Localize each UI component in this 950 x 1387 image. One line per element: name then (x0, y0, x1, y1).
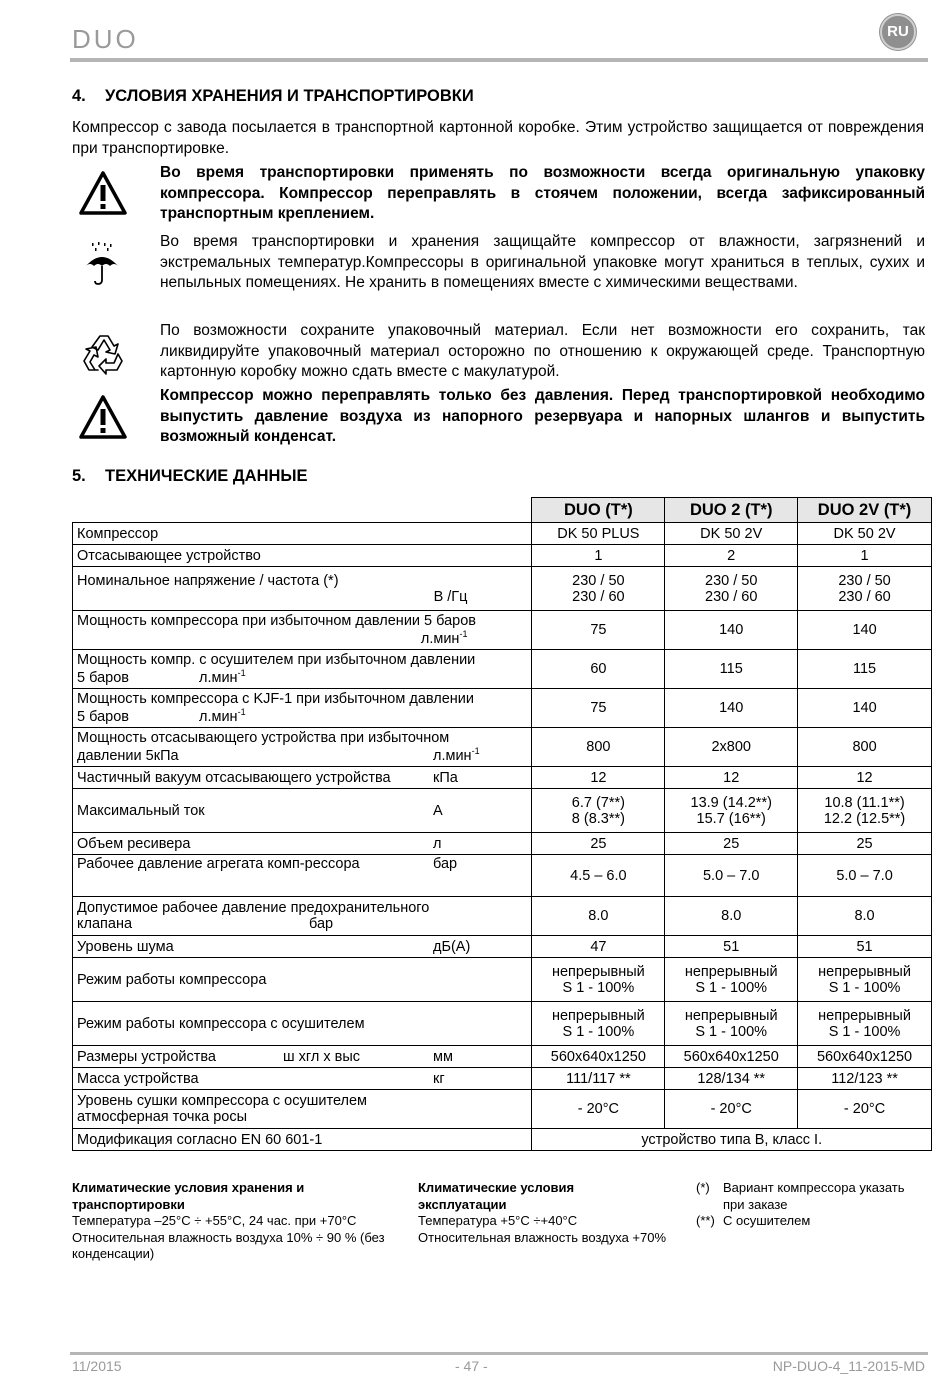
storage-conditions-note (72, 1180, 402, 1263)
cell: 4.5 – 6.0 (532, 855, 665, 897)
table-row (73, 1129, 932, 1151)
row-label-text: 5 баров л.мин$^{-1}$ (77, 707, 246, 725)
note-line: Температура +5°C ÷+40°C (418, 1213, 578, 1228)
table-row (73, 567, 932, 611)
column-header: DUO 2V (T*) (798, 498, 932, 523)
row-label-text: 5 баров л.мин$^{-1}$ (77, 668, 246, 686)
cell: 8.0 (665, 897, 798, 936)
table-row (73, 833, 932, 855)
table-row (73, 689, 932, 728)
cell: 5.0 – 7.0 (665, 855, 798, 897)
row-label-text: Уровень сушки компрессора с осушителем (77, 1093, 368, 1109)
table-row (73, 545, 932, 567)
note-line: Относительная влажность воздуха +70% (418, 1229, 667, 1245)
row-label-text: Мощность компр. с осушителем при избыточном давлении (77, 652, 476, 669)
row-label (73, 650, 532, 689)
table-row (73, 767, 932, 789)
cell: 140 (665, 611, 798, 650)
table-row (73, 611, 932, 650)
recycle-icon (80, 330, 128, 378)
cell: - 20°C (532, 1090, 665, 1129)
note-line: Температура –25°C ÷ +55°C, 24 час. при +70°C (72, 1213, 357, 1228)
cell: 25 (532, 833, 665, 855)
footnotes (696, 1180, 928, 1230)
footer-divider (70, 1352, 928, 1355)
cell: 51 (665, 936, 798, 958)
cell: устройство типа B, класс I. (532, 1129, 932, 1151)
page-number: - 47 - (455, 1358, 488, 1374)
cell: 115 (665, 650, 798, 689)
column-header: DUO (T*) (532, 498, 665, 523)
pressure-release-warning-text: Компрессор можно переправлять только без давления. Перед транспортировкой необходимо выпустить давление воздуха из напорного резервуара и напорных шлангов и выпустить возможный конденсат. (160, 387, 925, 445)
cell: 112/123 ** (798, 1068, 932, 1090)
row-label (73, 611, 532, 650)
table-row (73, 855, 932, 897)
document-id: NP-DUO-4_11-2015-MD (772, 1358, 925, 1374)
cell: 800 (798, 728, 932, 767)
row-label: Объем ресивера л (73, 833, 532, 855)
row-label: Модификация согласно EN 60 601-1 (73, 1129, 532, 1151)
row-label: Максимальный ток A (73, 789, 532, 833)
cell: 5.0 – 7.0 (798, 855, 932, 897)
row-label: Режим работы компрессора с осушителем (73, 1002, 532, 1046)
cell: 2 (665, 545, 798, 567)
table-row (73, 523, 932, 545)
cell: 75 (532, 689, 665, 728)
cell: непрерывный S 1 - 100% (798, 958, 932, 1002)
table-row (73, 728, 932, 767)
cell: 8.0 (532, 897, 665, 936)
cell: 25 (665, 833, 798, 855)
cell: 128/134 ** (665, 1068, 798, 1090)
column-header: DUO 2 (T*) (665, 498, 798, 523)
table-row (73, 1068, 932, 1090)
note-title: Климатические условия хранения и транспортировки (72, 1180, 305, 1212)
cell: 75 (532, 611, 665, 650)
note-title: Климатические условия эксплуатации (418, 1180, 575, 1212)
row-label (73, 689, 532, 728)
section-number: 5. (72, 467, 86, 485)
cell: 230 / 50 230 / 60 (665, 567, 798, 611)
row-label-text: давлении 5кПа л.мин$^{-1}$ (77, 746, 480, 764)
row-label (73, 1090, 532, 1129)
cell: непрерывный S 1 - 100% (798, 1002, 932, 1046)
cell: 1 (798, 545, 932, 567)
footnote: (*) Вариант компрессора указать при заказе (696, 1180, 905, 1212)
cell: 560x640x1250 (665, 1046, 798, 1068)
row-label (73, 897, 532, 936)
packaging-material-text: По возможности сохраните упаковочный материал. Если нет возможности его сохранить, так ликвидируйте упаковочный материал осторожно по отношению к окружающей среде. Транспортную картонную коробку можно сдать вместе с макулатурой. (160, 322, 925, 380)
row-label-text: Допустимое рабочее давление предохранительного (77, 900, 430, 916)
cell: - 20°C (798, 1090, 932, 1129)
cell: 115 (798, 650, 932, 689)
row-label-text: атмосферная точка росы (77, 1109, 248, 1125)
row-label: Рабочее давление агрегата комп-рессора бар (73, 855, 532, 897)
cell: 12 (532, 767, 665, 789)
row-label: Компрессор (73, 523, 532, 545)
technical-data-table (72, 497, 932, 1151)
table-row (73, 789, 932, 833)
row-label: Уровень шума дБ(А) (73, 936, 532, 958)
cell: DK 50 2V (665, 523, 798, 545)
cell: 230 / 50 230 / 60 (532, 567, 665, 611)
cell: 140 (798, 689, 932, 728)
row-unit: л.мин$^{-1}$ (420, 629, 468, 647)
warning-icon (78, 170, 128, 216)
section-4-heading (72, 87, 474, 106)
note-line: Относительная влажность воздуха 10% ÷ 90 % (без конденсации) (72, 1229, 385, 1261)
table-header-row (73, 498, 932, 523)
section-title: УСЛОВИЯ ХРАНЕНИЯ И ТРАНСПОРТИРОВКИ (105, 87, 474, 105)
cell: 230 / 50 230 / 60 (798, 567, 932, 611)
footer-date: 11/2015 (72, 1358, 122, 1374)
cell: 12 (665, 767, 798, 789)
cell: 560x640x1250 (798, 1046, 932, 1068)
cell: 1 (532, 545, 665, 567)
row-label: Размеры устройства ш хгл х выс мм (73, 1046, 532, 1068)
cell: 13.9 (14.2**) 15.7 (16**) (665, 789, 798, 833)
cell: 560x640x1250 (532, 1046, 665, 1068)
warning-icon (78, 394, 128, 440)
row-label: Масса устройства кг (73, 1068, 532, 1090)
umbrella-icon (84, 242, 120, 286)
table-row (73, 650, 932, 689)
cell: 12 (798, 767, 932, 789)
header-divider (70, 58, 928, 62)
row-unit: В /Гц (433, 588, 468, 605)
section-number: 4. (72, 87, 86, 105)
language-badge: RU (880, 14, 916, 50)
cell: непрерывный S 1 - 100% (532, 1002, 665, 1046)
cell: непрерывный S 1 - 100% (532, 958, 665, 1002)
cell: 2x800 (665, 728, 798, 767)
section-5-heading (72, 467, 308, 486)
section-title: ТЕХНИЧЕСКИЕ ДАННЫЕ (105, 467, 308, 485)
table-header-blank (73, 498, 532, 523)
row-label: Режим работы компрессора (73, 958, 532, 1002)
cell: 6.7 (7**) 8 (8.3**) (532, 789, 665, 833)
cell: - 20°C (665, 1090, 798, 1129)
row-label (73, 728, 532, 767)
cell: 800 (532, 728, 665, 767)
footnote: (**) С осушителем (696, 1213, 811, 1228)
table-row (73, 1002, 932, 1046)
cell: 47 (532, 936, 665, 958)
row-label: Отсасывающее устройство (73, 545, 532, 567)
section-4-intro: Компрессор с завода посылается в транспортной картонной коробке. Этим устройство защищается от повреждения при транспортировке. (72, 119, 924, 157)
document-title: DUO (72, 24, 139, 54)
row-label (73, 567, 532, 611)
cell: 10.8 (11.1**) 12.2 (12.5**) (798, 789, 932, 833)
row-label-text: клапана бар (77, 916, 334, 932)
row-label-text: Мощность компрессора с KJF-1 при избыточном давлении (77, 691, 474, 708)
cell: непрерывный S 1 - 100% (665, 1002, 798, 1046)
cell: 8.0 (798, 897, 932, 936)
cell: DK 50 PLUS (532, 523, 665, 545)
row-label-text: Мощность компрессора при избыточном давлении 5 баров (77, 613, 477, 630)
cell: 25 (798, 833, 932, 855)
operating-conditions-note (418, 1180, 688, 1246)
row-label: Частичный вакуум отсасывающего устройства кПа (73, 767, 532, 789)
cell: непрерывный S 1 - 100% (665, 958, 798, 1002)
cell: 111/117 ** (532, 1068, 665, 1090)
transport-warning-text: Во время транспортировки применять по возможности всегда оригинальную упаковку компрессора. Компрессор переправлять в стоячем положении, всегда зафиксированный транспортным креплением. (160, 164, 925, 222)
cell: 60 (532, 650, 665, 689)
cell: 140 (665, 689, 798, 728)
table-row (73, 936, 932, 958)
cell: 140 (798, 611, 932, 650)
cell: 51 (798, 936, 932, 958)
table-row (73, 1090, 932, 1129)
moisture-protection-text: Во время транспортировки и хранения защищайте компрессор от влажности, загрязнений и экстремальных температур.Компрессоры в оригинальной упаковке могут храниться в теплых, сухих и непыльных помещениях. Не хранить в помещениях вместе с химическими веществами. (160, 233, 925, 291)
row-label-text: Номинальное напряжение / частота (*) (77, 572, 339, 589)
cell: DK 50 2V (798, 523, 932, 545)
table-row (73, 1046, 932, 1068)
table-row (73, 897, 932, 936)
row-label-text: Мощность отсасывающего устройства при избыточном (77, 730, 450, 747)
table-row (73, 958, 932, 1002)
